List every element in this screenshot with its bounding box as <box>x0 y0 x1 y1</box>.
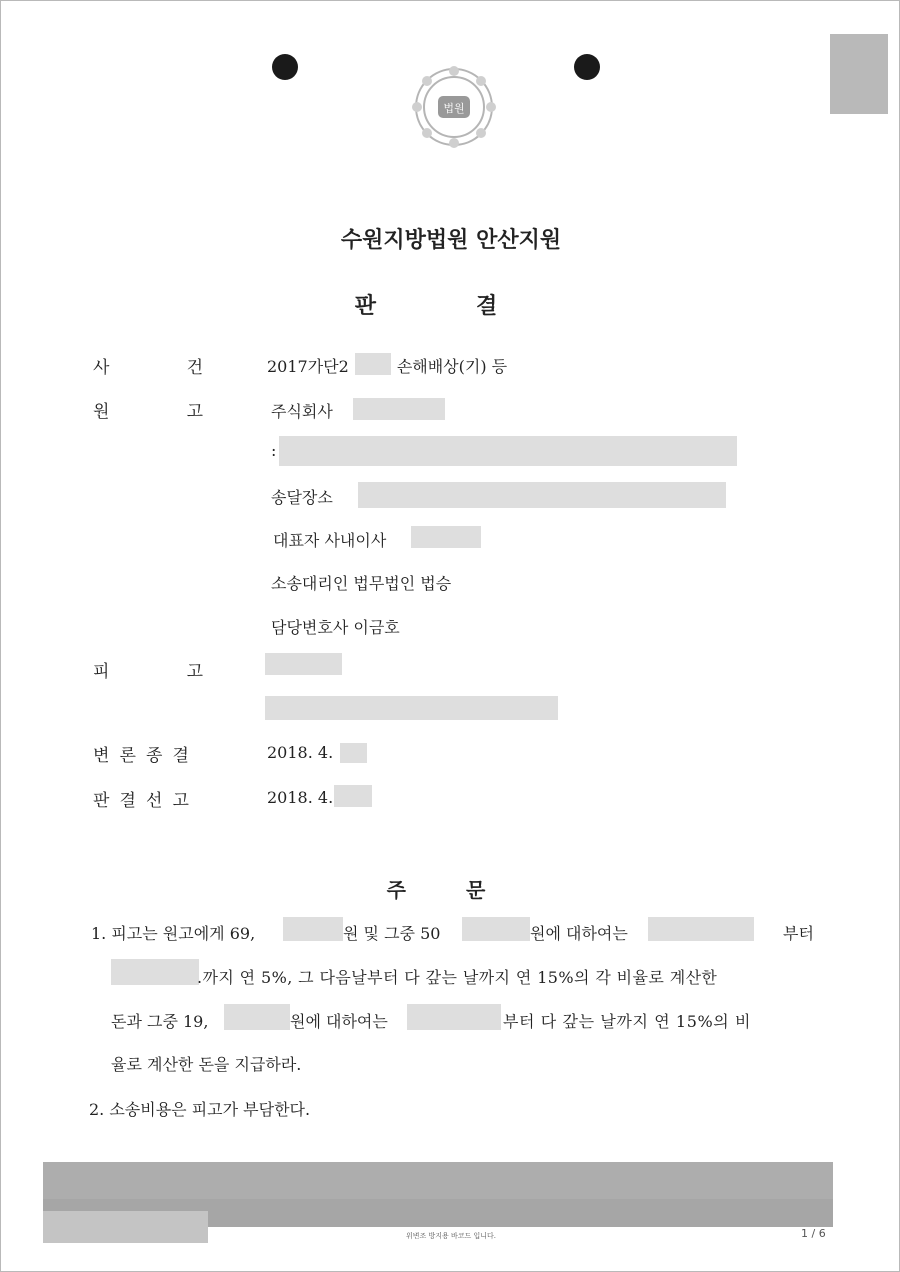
redacted-date-3 <box>407 1004 501 1030</box>
order-title: 주문 <box>386 878 546 902</box>
seal-text: 법원 <box>443 102 465 115</box>
closing-date-label: 변 론 종 결 <box>93 746 189 766</box>
order-item1-line3-part1: 돈과 그중 19, <box>111 1012 209 1031</box>
plaintiff-company: 주식회사 <box>271 402 333 421</box>
redacted-ruling-day <box>334 785 372 807</box>
redacted-defendant-address <box>265 696 558 720</box>
redacted-amount-3 <box>224 1004 290 1030</box>
redacted-case-number <box>355 353 391 375</box>
redacted-closing-day <box>340 743 367 763</box>
redacted-amount-2 <box>462 917 530 941</box>
order-item1-line2: .까지 연 5%, 그 다음날부터 다 갚는 날까지 연 15%의 각 비율로 계산한 <box>197 968 718 987</box>
redacted-representative-name <box>411 526 481 548</box>
redacted-delivery-address <box>358 482 726 508</box>
order-item1-line1-part1: 1. 피고는 원고에게 69, <box>91 924 256 943</box>
order-item1-line4: 율로 계산한 돈을 지급하라. <box>111 1055 302 1074</box>
ruling-date-value: 2018. 4. <box>267 788 334 807</box>
page-number: 1 / 6 <box>801 1227 826 1240</box>
plaintiff-attorney: 담당변호사 이금호 <box>271 618 400 637</box>
ruling-date-label: 판 결 선 고 <box>93 791 189 811</box>
order-item1-line1-part4: 부터 <box>783 924 814 943</box>
plaintiff-counsel: 소송대리인 법무법인 법승 <box>271 574 452 593</box>
punch-hole-left <box>272 54 298 80</box>
redacted-plaintiff-name <box>353 398 445 420</box>
redacted-plaintiff-address <box>279 436 737 466</box>
redacted-date-1 <box>648 917 754 941</box>
order-item1-line3-part2: 원에 대하여는 <box>290 1012 388 1031</box>
case-label: 사 건 <box>93 358 203 378</box>
plaintiff-delivery-label: 송달장소 <box>271 488 333 507</box>
redacted-defendant-name <box>265 653 342 675</box>
court-seal-icon <box>411 65 497 149</box>
barcode-notice: 위변조 방지용 바코드 입니다. <box>405 1232 497 1240</box>
court-name: 수원지방법원 안산지원 <box>340 228 562 253</box>
punch-hole-right <box>574 54 600 80</box>
plaintiff-representative-label: 대표자 사내이사 <box>273 531 387 550</box>
order-item2: 2. 소송비용은 피고가 부담한다. <box>89 1100 311 1119</box>
redacted-amount-1 <box>283 917 343 941</box>
document-title: 판결 <box>354 294 598 319</box>
redacted-corner-block <box>830 34 888 114</box>
order-item1-line3-part3: 부터 다 갚는 날까지 연 15%의 비 <box>503 1012 752 1031</box>
closing-date-value: 2018. 4. <box>267 743 334 762</box>
plaintiff-address-prefix: : <box>271 441 277 460</box>
defendant-label: 피 고 <box>93 662 203 682</box>
order-item1-line1-part2: 원 및 그중 50 <box>343 924 441 943</box>
order-item1-line1-part3: 원에 대하여는 <box>530 924 628 943</box>
redacted-date-2 <box>111 959 199 985</box>
case-number: 2017가단2 손해배상(기) 등 <box>267 357 508 376</box>
plaintiff-label: 원 고 <box>93 402 203 422</box>
